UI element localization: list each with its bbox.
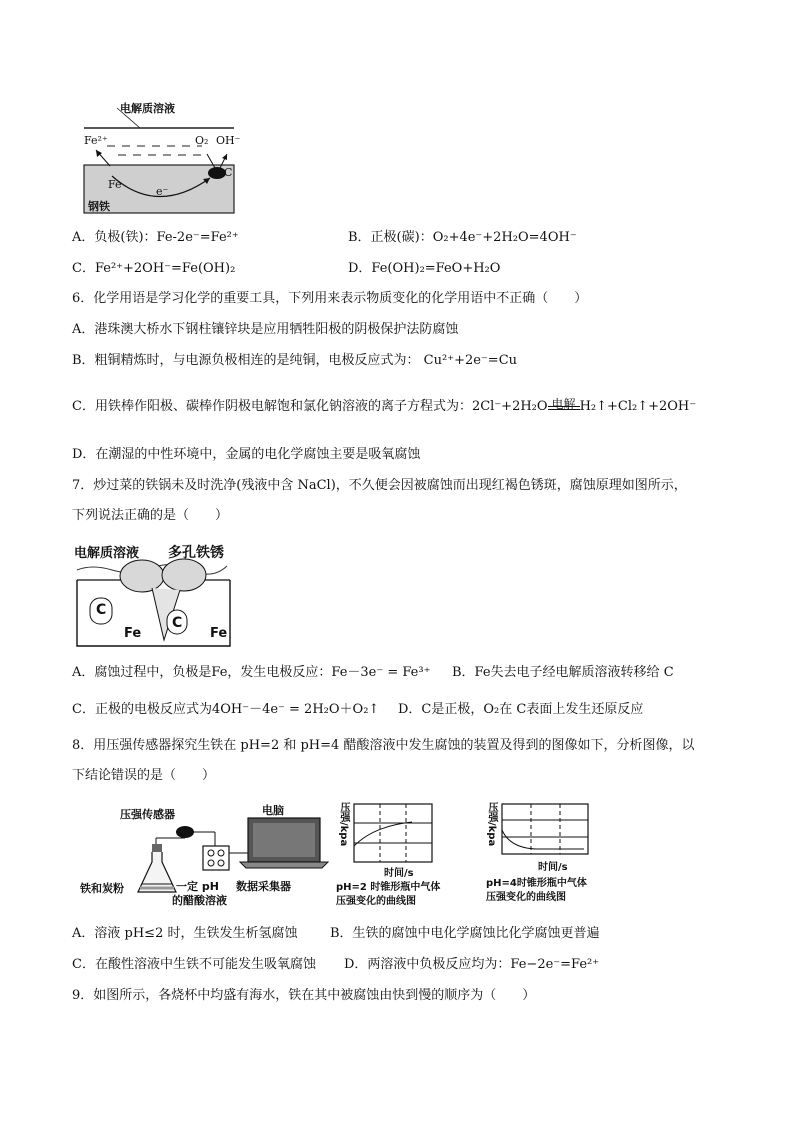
q5-option-d: D．Fe(OH)₂=FeO+H₂O: [348, 261, 501, 276]
label-electrolyte: 电解质溶液: [120, 102, 175, 115]
q8-option-a: A．溶液 pH≤2 时，生铁发生析氢腐蚀: [72, 926, 298, 941]
q6-option-c-post: H₂↑+Cl₂↑+2OH⁻: [579, 399, 697, 414]
label-fe-left: Fe: [124, 626, 142, 641]
label-fe-right: Fe: [210, 626, 228, 641]
g2-caption-line1: pH=4时锥形瓶中气体: [486, 878, 587, 889]
q8-stem-line1: 8．用压强传感器探究生铁在 pH=2 和 pH=4 醋酸溶液中发生腐蚀的装置及得到的图像如下，分析图像，以: [72, 738, 695, 753]
q6-option-d: D．在潮湿的中性环境中，金属的电化学腐蚀主要是吸氧腐蚀: [72, 447, 421, 462]
q7-stem-line2: 下列说法正确的是（ ）: [72, 508, 229, 523]
label-oh: OH⁻: [216, 134, 241, 147]
label-o2: O₂: [195, 134, 209, 147]
q6-reaction-arrow: [548, 397, 580, 411]
label-rust: 多孔铁锈: [168, 545, 224, 561]
label-computer: 电脑: [262, 804, 284, 817]
figure-steel-corrosion: [82, 98, 242, 216]
label-solution: 电解质溶液: [74, 546, 140, 561]
q7-stem-line1: 7．炒过菜的铁锅未及时洗净(残液中含 NaCl)，不久便会因被腐蚀而出现红褐色锈斑，腐蚀原理如图所示，: [72, 478, 687, 493]
q5-option-c: C．Fe²⁺+2OH⁻=Fe(OH)₂: [72, 261, 236, 276]
q8-option-b: B．生铁的腐蚀中电化学腐蚀比化学腐蚀更普遍: [330, 926, 600, 941]
label-electron: e⁻: [156, 185, 169, 198]
label-fe: Fe: [108, 178, 122, 191]
q6-condition: 电解: [551, 397, 576, 411]
label-iron-carbon: 铁和炭粉: [80, 882, 124, 895]
q6-option-c: [72, 398, 696, 416]
q7-option-b: B．Fe失去电子经电解质溶液转移给 C: [452, 665, 674, 680]
q7-option-c: C．正极的电极反应式为4OH⁻－4e⁻ = 2H₂O＋O₂↑: [72, 702, 380, 717]
q8-option-d: D．两溶液中负极反应均为：Fe−2e⁻=Fe²⁺: [344, 957, 600, 972]
q5-option-a: A．负极(铁)：Fe-2e⁻=Fe²⁺: [72, 230, 239, 245]
q6-option-b: B．粗铜精炼时，与电源负极相连的是纯铜，电极反应式为： Cu²⁺+2e⁻=Cu: [72, 353, 518, 368]
q6-option-c-pre: C．用铁棒作阳极、碳棒作阴极电解饱和氯化钠溶液的离子方程式为：2Cl⁻+2H₂O: [72, 399, 548, 414]
q7-option-a: A．腐蚀过程中，负极是Fe，发生电极反应：Fe－3e⁻ = Fe³⁺: [72, 665, 431, 680]
q7-option-d: D．C是正极，O₂在 C表面上发生还原反应: [398, 702, 644, 717]
label-fe2plus: Fe²⁺: [84, 134, 108, 147]
q8-stem-line2: 下结论错误的是（ ）: [72, 768, 216, 783]
label-steel: 钢铁: [88, 200, 110, 213]
q9-stem: 9．如图所示，各烧杯中均盛有海水，铁在其中被腐蚀由快到慢的顺序为（ ）: [72, 988, 536, 1003]
q5-option-b: B．正极(碳)：O₂+4e⁻+2H₂O=4OH⁻: [348, 230, 577, 245]
g1-caption-line2: 压强变化的曲线图: [336, 896, 416, 907]
label-c-right: C: [172, 615, 183, 631]
figure-wok-corrosion: [72, 540, 232, 648]
g1-xlabel: 时间/s: [384, 868, 414, 879]
q8-option-c: C．在酸性溶液中生铁不可能发生吸氧腐蚀: [72, 957, 316, 972]
q6-option-a: A．港珠澳大桥水下钢柱镶锌块是应用牺牲阳极的阴极保护法防腐蚀: [72, 322, 459, 337]
label-pressure-sensor: 压强传感器: [120, 808, 175, 821]
label-acid-line1: 一定 pH: [176, 880, 219, 893]
g2-ylabel: 压强/kpa: [486, 802, 497, 847]
g2-xlabel: 时间/s: [538, 862, 568, 873]
label-data-collector: 数据采集器: [236, 880, 291, 893]
g2-caption-line2: 压强变化的曲线图: [486, 892, 566, 903]
g1-ylabel: 压强/kpa: [338, 802, 349, 847]
figure-pressure-apparatus: [80, 798, 330, 910]
label-acid-line2: 的醋酸溶液: [172, 894, 227, 907]
q6-stem: 6．化学用语是学习化学的重要工具，下列用来表示物质变化的化学用语中不正确（ ）: [72, 291, 588, 306]
g1-caption-line1: pH=2 时锥形瓶中气体: [336, 882, 441, 893]
graph-ph2: [334, 800, 474, 912]
graph-ph4: [484, 800, 624, 912]
label-c-left: C: [96, 602, 107, 618]
label-c: C: [224, 166, 233, 179]
